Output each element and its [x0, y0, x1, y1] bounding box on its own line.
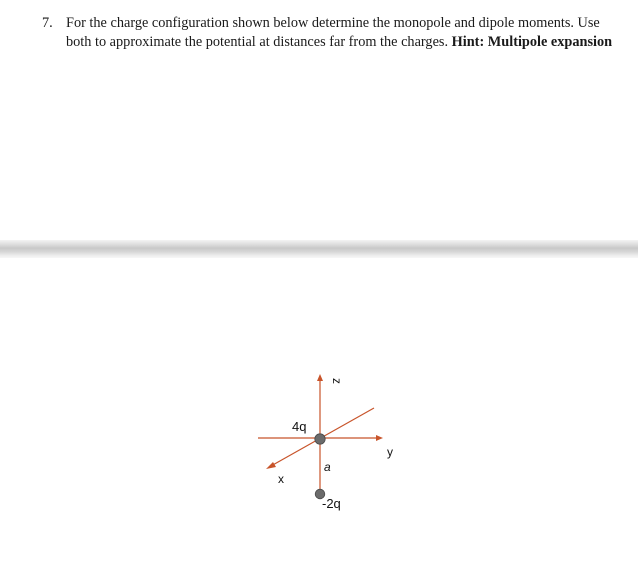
charge-4q-dot	[315, 434, 325, 444]
charge-minus-2q-label: -2q	[322, 496, 341, 511]
y-axis-label: y	[387, 445, 393, 459]
y-axis-arrowhead	[376, 435, 383, 441]
x-axis-label: x	[278, 472, 284, 486]
hint-text: Hint: Multipole expansion	[451, 34, 613, 50]
distance-a-label: a	[324, 460, 331, 474]
question-number: 7.	[42, 15, 53, 31]
z-axis-arrowhead	[317, 374, 323, 381]
charge-4q-label: 4q	[292, 419, 307, 434]
question-line-1: For the charge configuration shown below determine the monopole and dipole moments. Use	[66, 15, 600, 31]
x-axis-arrowhead	[266, 462, 276, 469]
z-axis-label: z	[330, 378, 344, 384]
question-line-2-text: both to approximate the potential at distances far from the charges.	[66, 34, 449, 50]
